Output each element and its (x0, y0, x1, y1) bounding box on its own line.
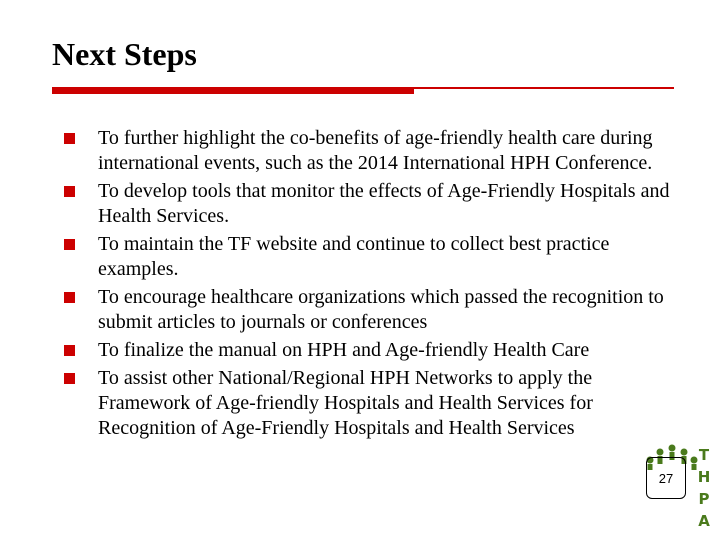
bullet-text: To develop tools that monitor the effects of Age-Friendly Hospitals and Health Services. (98, 180, 670, 227)
bullet-item (64, 338, 684, 363)
logo-letter: T (698, 446, 710, 464)
square-bullet-icon (64, 186, 75, 197)
logo-wordmark (695, 444, 713, 532)
logo-letter: P (698, 490, 710, 508)
logo-letter: A (698, 512, 710, 530)
logo-letter: H (697, 468, 711, 486)
square-bullet-icon (64, 133, 75, 144)
bullet-text: To encourage healthcare organizations which passed the recognition to submit articles to journals or conferences (98, 286, 664, 333)
page-number: 27 (646, 457, 686, 499)
bullet-text: To finalize the manual on HPH and Age-friendly Health Care (98, 339, 590, 361)
square-bullet-icon (64, 345, 75, 356)
slide-title: Next Steps (52, 36, 197, 72)
bullet-item (64, 366, 684, 441)
bullet-item (64, 232, 684, 282)
bullet-item (64, 179, 684, 229)
title-underline-thin (414, 87, 674, 89)
bullet-text: To further highlight the co-benefits of age-friendly health care during international events, such as the 2014 International HPH Conference. (98, 127, 653, 174)
bullet-text: To assist other National/Regional HPH Networks to apply the Framework of Age-friendly Hospitals and Health Services for Recognition of Age-Friendly Hospitals and Health Services (98, 367, 593, 439)
square-bullet-icon (64, 239, 75, 250)
bullet-list (64, 126, 684, 444)
title-underline-thick (52, 87, 414, 94)
bullet-item (64, 285, 684, 335)
square-bullet-icon (64, 373, 75, 384)
square-bullet-icon (64, 292, 75, 303)
bullet-text: To maintain the TF website and continue to collect best practice examples. (98, 233, 610, 280)
bullet-item (64, 126, 684, 176)
